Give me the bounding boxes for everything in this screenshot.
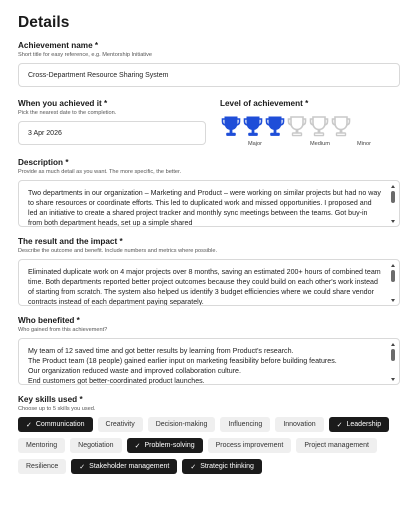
skill-chip-label: Innovation bbox=[283, 421, 316, 428]
achievement-name-hint: Short title for easy reference, e.g. Mentorship Initiative bbox=[18, 52, 153, 58]
details-form bbox=[18, 14, 400, 480]
description-scrollbar[interactable] bbox=[390, 185, 396, 223]
trophy-icon[interactable] bbox=[330, 114, 352, 138]
check-icon: ✓ bbox=[336, 421, 343, 429]
skill-chip[interactable] bbox=[127, 438, 203, 453]
achievement-name-label: Achievement name * bbox=[18, 41, 99, 50]
skill-chip[interactable] bbox=[220, 417, 270, 432]
level-label: Level of achievement * bbox=[220, 99, 309, 108]
achievement-name-group bbox=[18, 41, 400, 87]
skill-chip-label: Influencing bbox=[228, 421, 263, 428]
trophy-icon[interactable] bbox=[308, 114, 330, 138]
page-title: Details bbox=[18, 14, 70, 31]
skill-chip-label: Mentoring bbox=[26, 442, 58, 449]
benefited-textarea[interactable] bbox=[18, 338, 400, 385]
achievement-name-input[interactable] bbox=[18, 63, 400, 87]
description-hint: Provide as much detail as you want. The more specific, the better. bbox=[18, 169, 182, 175]
benefited-group bbox=[18, 316, 400, 385]
achievement-name-value: Cross-Department Resource Sharing System bbox=[28, 71, 169, 79]
result-textarea[interactable] bbox=[18, 259, 400, 306]
result-hint: Describe the outcome and benefit. Include numbers and metrics where possible. bbox=[18, 248, 217, 254]
skill-chip[interactable] bbox=[329, 417, 390, 432]
benefited-value: My team of 12 saved time and got better results by learning from Product's research. The Product team (18 people) gained earlier input on marketing feasibility before building features. Our organization reduced waste and improved collaboration culture. End customers got better-coordinated product launches. bbox=[28, 347, 337, 385]
date-label: When you achieved it * bbox=[18, 99, 108, 108]
skill-chip[interactable] bbox=[70, 438, 121, 453]
check-icon: ✓ bbox=[134, 442, 141, 450]
scroll-down-icon[interactable] bbox=[391, 378, 395, 381]
description-group bbox=[18, 158, 400, 227]
skill-chip[interactable] bbox=[148, 417, 216, 432]
skill-chip[interactable] bbox=[71, 459, 177, 474]
benefited-scrollbar[interactable] bbox=[390, 343, 396, 381]
skill-chip-label: Decision-making bbox=[155, 421, 208, 428]
skill-chip[interactable] bbox=[296, 438, 377, 453]
skill-chip-label: Creativity bbox=[105, 421, 135, 428]
skill-chip[interactable] bbox=[98, 417, 143, 432]
level-caption-minor: Minor bbox=[357, 141, 371, 147]
skill-chip[interactable] bbox=[18, 417, 93, 432]
trophy-icon[interactable] bbox=[242, 114, 264, 138]
date-input[interactable] bbox=[18, 121, 206, 145]
date-level-row bbox=[18, 99, 400, 148]
skill-chip-label: Stakeholder management bbox=[89, 463, 170, 470]
skill-chip[interactable] bbox=[275, 417, 323, 432]
scroll-down-icon[interactable] bbox=[391, 220, 395, 223]
skill-chip-label: Process improvement bbox=[215, 442, 284, 449]
check-icon: ✓ bbox=[26, 421, 32, 429]
result-label: The result and the impact * bbox=[18, 237, 123, 246]
check-icon: ✓ bbox=[190, 463, 197, 471]
level-caption-medium: Medium bbox=[310, 141, 330, 147]
skills-chip-list bbox=[18, 417, 398, 480]
result-group bbox=[18, 237, 400, 306]
scroll-down-icon[interactable] bbox=[391, 299, 395, 302]
skill-chip[interactable] bbox=[182, 459, 262, 474]
skill-chip-label: Project management bbox=[304, 442, 369, 449]
trophy-icon[interactable] bbox=[264, 114, 286, 138]
date-value: 3 Apr 2026 bbox=[28, 129, 62, 137]
check-icon: ✓ bbox=[79, 463, 86, 471]
skills-group bbox=[18, 395, 400, 480]
skill-chip[interactable] bbox=[208, 438, 292, 453]
skills-label: Key skills used * bbox=[18, 395, 83, 404]
skill-chip-label: Negotiation bbox=[78, 442, 114, 449]
level-group bbox=[220, 99, 400, 148]
scroll-thumb[interactable] bbox=[391, 191, 395, 203]
level-captions bbox=[220, 138, 400, 148]
skill-chip-label: Strategic thinking bbox=[200, 463, 254, 470]
skill-chip-label: Resilience bbox=[26, 463, 59, 470]
benefited-label: Who benefited * bbox=[18, 316, 80, 325]
scroll-up-icon[interactable] bbox=[391, 185, 395, 188]
scroll-thumb[interactable] bbox=[391, 349, 395, 361]
skill-chip[interactable] bbox=[18, 438, 65, 453]
description-textarea[interactable] bbox=[18, 180, 400, 227]
scroll-thumb[interactable] bbox=[391, 270, 395, 282]
skills-hint: Choose up to 5 skills you used. bbox=[18, 406, 96, 412]
description-label: Description * bbox=[18, 158, 69, 167]
skill-chip-label: Leadership bbox=[346, 421, 382, 428]
skill-chip[interactable] bbox=[18, 459, 66, 474]
date-hint: Pick the nearest date to the completion. bbox=[18, 110, 117, 116]
result-value: Eliminated duplicate work on 4 major projects over 8 months, saving an estimated 200+ hours of combined team time. Both departments reported better project outcomes because they could build on each other's work instead of starting from scratch. The system also helped us identify 3 budget efficiencies where we could share vendor contracts instead of each department paying separately. bbox=[28, 268, 383, 306]
description-value: Two departments in our organization – Marketing and Product – were working on similar projects but had no way to share resources or coordinate efforts. This led to duplicated work and missed opportunities. I proposed and led an initiative to create a shared project tracker and monthly sync meetings between the teams. Got buy-in from both department heads, set up a simple shared bbox=[28, 189, 383, 227]
level-caption-major: Major bbox=[248, 141, 262, 147]
skill-chip-label: Problem-solving bbox=[144, 442, 195, 449]
trophy-icon[interactable] bbox=[286, 114, 308, 138]
skill-chip-label: Communication bbox=[35, 421, 85, 428]
date-group bbox=[18, 99, 206, 148]
scroll-up-icon[interactable] bbox=[391, 343, 395, 346]
result-scrollbar[interactable] bbox=[390, 264, 396, 302]
scroll-up-icon[interactable] bbox=[391, 264, 395, 267]
benefited-hint: Who gained from this achievement? bbox=[18, 327, 108, 333]
level-trophy-rating[interactable] bbox=[220, 114, 400, 138]
trophy-icon[interactable] bbox=[220, 114, 242, 138]
